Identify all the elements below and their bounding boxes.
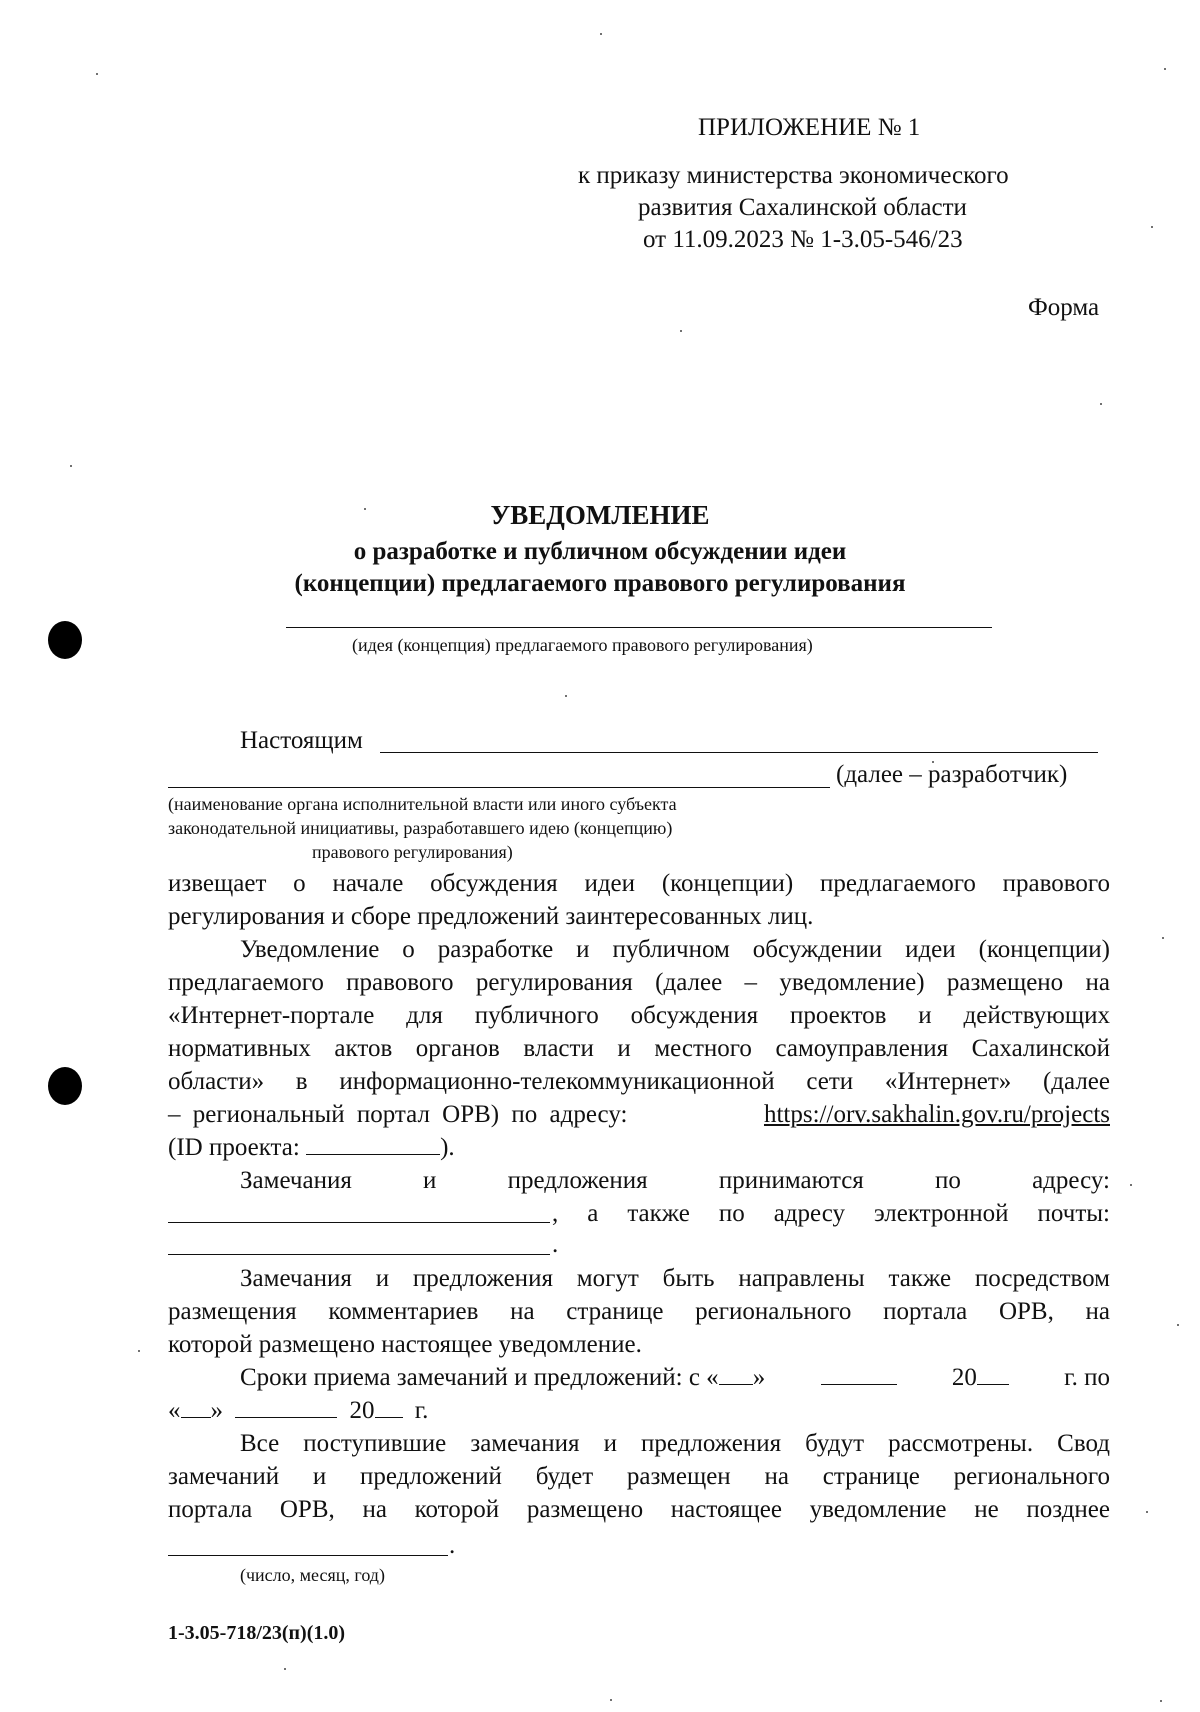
paragraph-4-line-2: размещения комментариев на странице регионального портала ОРВ, на [168,1298,1110,1325]
to-month-blank [235,1397,337,1418]
paragraph-2-line-6 [168,1100,1110,1130]
to-day-open: « [168,1397,181,1424]
to-day-close: » [210,1397,223,1424]
from-year-suffix: г. по [1064,1364,1110,1391]
deadline-from-label: Сроки приема замечаний и предложений: с « [240,1364,719,1391]
project-id-blank [306,1134,440,1155]
paragraph-2-line-4: нормативных актов органов власти и местного самоуправления Сахалинской [168,1035,1110,1062]
idea-caption: (идея (концепция) предлагаемого правового регулирования) [352,635,813,655]
order-reference-line-3: от 11.09.2023 № 1-3.05-546/23 [643,226,963,253]
punch-hole-top [48,621,82,659]
publication-date-period: . [449,1532,456,1559]
paragraph-4-line-3: которой размещено настоящее уведомление. [168,1331,642,1358]
document-code: 1-3.05-718/23(п)(1.0) [168,1622,346,1644]
email-blank [168,1254,550,1255]
paragraph-2-line-2: предлагаемого правового регулирования (далее – уведомление) размещено на [168,969,1110,996]
intro-word: Настоящим [240,727,363,754]
project-id-label: (ID проекта: [168,1134,300,1161]
developer-name-blank-2 [168,787,830,788]
paragraph-5-line-2 [168,1396,428,1426]
order-reference-line-2: развития Сахалинской области [638,194,967,221]
order-reference-line-1: к приказу министерства экономического [578,162,1009,189]
paragraph-1-line-1: извещает о начале обсуждения идеи (концепции) предлагаемого правового [168,870,1110,897]
from-year-prefix: 20 [951,1364,977,1391]
developer-caption-line-3: правового регулирования) [312,842,513,862]
from-day-blank [719,1364,753,1385]
to-day-blank [181,1397,211,1418]
form-label: Форма [1028,294,1100,321]
document-subtitle-line-2: (концепции) предлагаемого правового регулирования [294,570,906,597]
paragraph-4-line-1: Замечания и предложения могут быть направлены также посредством [240,1265,1110,1292]
publication-date-blank [168,1555,448,1556]
from-year-blank [977,1364,1009,1385]
paragraph-3-line-2: , а также по адресу электронной почты: [552,1200,1110,1227]
to-year-suffix: г. [414,1397,429,1424]
developer-name-blank-1 [380,752,1098,753]
paragraph-2-line-5: области» в информационно-телекоммуникационной сети «Интернет» (далее [168,1068,1110,1095]
document-title: УВЕДОМЛЕНИЕ [490,500,710,530]
document-subtitle-line-1: о разработке и публичном обсуждении идеи [353,538,847,565]
paragraph-2-line-3: «Интернет-портале для публичного обсуждения проектов и действующих [168,1002,1110,1029]
portal-address-text: – региональный портал ОРВ) по адресу: [168,1101,628,1128]
from-month-blank [821,1364,897,1385]
developer-suffix: (далее – разработчик) [836,761,1068,788]
paragraph-3-line-1: Замечания и предложения принимаются по адресу: [240,1167,1110,1194]
paragraph-5-line-1 [240,1363,1110,1393]
paragraph-6-line-3: портала ОРВ, на которой размещено настоящее уведомление не позднее [168,1496,1110,1523]
developer-caption-line-2: законодательной инициативы, разработавшего идею (концепцию) [168,818,673,838]
appendix-number: ПРИЛОЖЕНИЕ № 1 [698,114,921,141]
punch-hole-bottom [48,1067,82,1105]
paragraph-1-line-2: регулирования и сборе предложений заинтересованных лиц. [168,903,814,930]
paragraph-6-line-2: замечаний и предложений будет размещен на странице регионального [168,1463,1110,1490]
from-day-close: » [752,1364,766,1391]
paragraph-2-line-1: Уведомление о разработке и публичном обсуждении идеи (концепции) [240,936,1110,963]
portal-link[interactable]: https://orv.sakhalin.gov.ru/projects [763,1101,1110,1128]
to-year-prefix: 20 [349,1397,375,1424]
developer-caption-line-1: (наименование органа исполнительной власти или иного субъекта [168,794,677,814]
project-id-close: ). [440,1134,455,1161]
idea-blank-line [286,627,992,628]
to-year-blank [375,1397,403,1418]
postal-address-blank [168,1222,550,1223]
paragraph-6-line-1: Все поступившие замечания и предложения будут рассмотрены. Свод [240,1430,1110,1457]
date-caption: (число, месяц, год) [240,1565,385,1585]
email-blank-period: . [552,1231,559,1258]
paragraph-2-line-7 [168,1133,455,1163]
